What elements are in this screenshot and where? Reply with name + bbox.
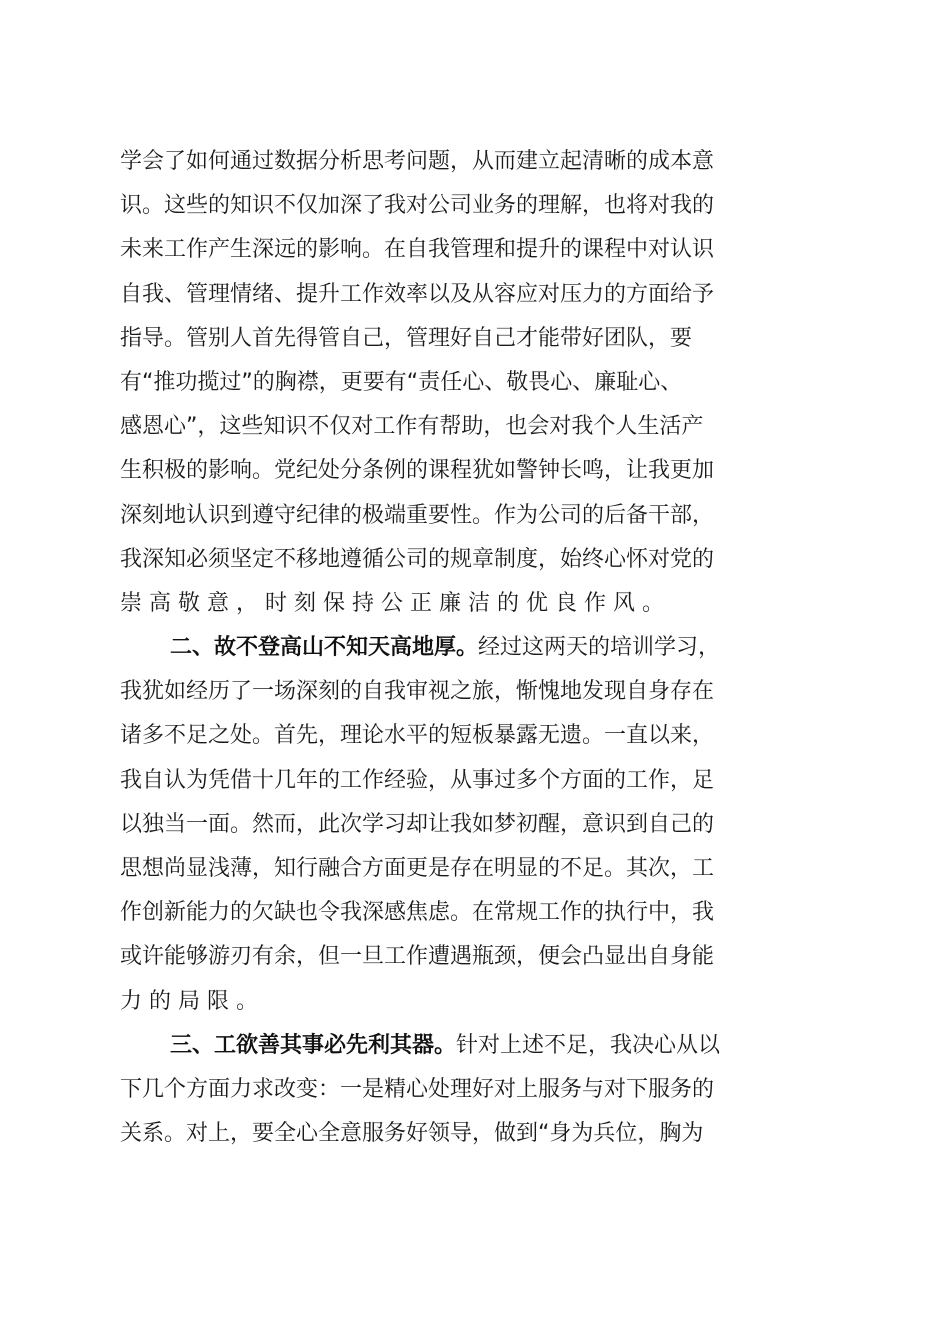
text-line: 学会了如何通过数据分析思考问题，从而建立起清晰的成本意 [120, 149, 715, 174]
section-heading-line [120, 626, 822, 670]
text-line: 指导。管别人首先得管自己，管理好自己才能带好团队，要 [120, 325, 693, 351]
section-heading: 二、故不登高山不知天高地厚。 [170, 635, 479, 661]
text-line: 力的局限。 [120, 988, 266, 1014]
section-heading-line [120, 1024, 822, 1068]
text-line: 我犹如经历了一场深刻的自我审视之旅，惭愧地发现自身存在 [120, 679, 715, 705]
text-line: 以独当一面。然而，此次学习却让我如梦初醒，意识到自己的 [120, 811, 715, 837]
text-line: 我自认为凭借十几年的工作经验，从事过多个方面的工作，足 [120, 767, 715, 793]
text-run: 针对上述不足，我决心从以 [456, 1032, 721, 1058]
section-heading: 三、工欲善其事必先利其器。 [170, 1032, 457, 1058]
document-body [120, 140, 822, 1156]
text-line: 感恩心”，这些知识不仅对工作有帮助，也会对我个人生活产 [120, 414, 704, 440]
text-line: 识。这些的知识不仅加深了我对公司业务的理解，也将对我的 [120, 193, 715, 219]
text-line: 下几个方面力求改变：一是精心处理好对上服务与对下服务的 [120, 1076, 715, 1102]
text-line: 有“推功揽过”的胸襟，更要有“责任心、敬畏心、廉耻心、 [120, 369, 683, 395]
text-line: 思想尚显浅薄，知行融合方面更是存在明显的不足。其次，工 [120, 856, 715, 881]
text-line: 我深知必须坚定不移地遵循公司的规章制度，始终心怀对党的 [120, 546, 715, 572]
text-line: 诸多不足之处。首先，理论水平的短板暴露无遗。一直以来， [120, 723, 715, 749]
text-line: 自我、管理情绪、提升工作效率以及从容应对压力的方面给予 [120, 281, 715, 307]
text-line: 生积极的影响。党纪处分条例的课程犹如警钟长鸣，让我更加 [120, 458, 715, 484]
text-line: 深刻地认识到遵守纪律的极端重要性。作为公司的后备干部， [120, 502, 715, 528]
text-line: 或许能够游刃有余，但一旦工作遭遇瓶颈，便会凸显出自身能 [120, 944, 715, 970]
text-line: 关系。对上，要全心全意服务好领导，做到“身为兵位，胸为 [120, 1121, 704, 1147]
text-run: 经过这两天的培训学习， [478, 635, 721, 661]
text-line: 未来工作产生深远的影响。在自我管理和提升的课程中对认识 [120, 237, 715, 263]
text-line: 作创新能力的欠缺也令我深感焦虑。在常规工作的执行中，我 [120, 900, 715, 926]
text-line: 崇高敬意，时刻保持公正廉洁的优良作风。 [120, 590, 672, 616]
